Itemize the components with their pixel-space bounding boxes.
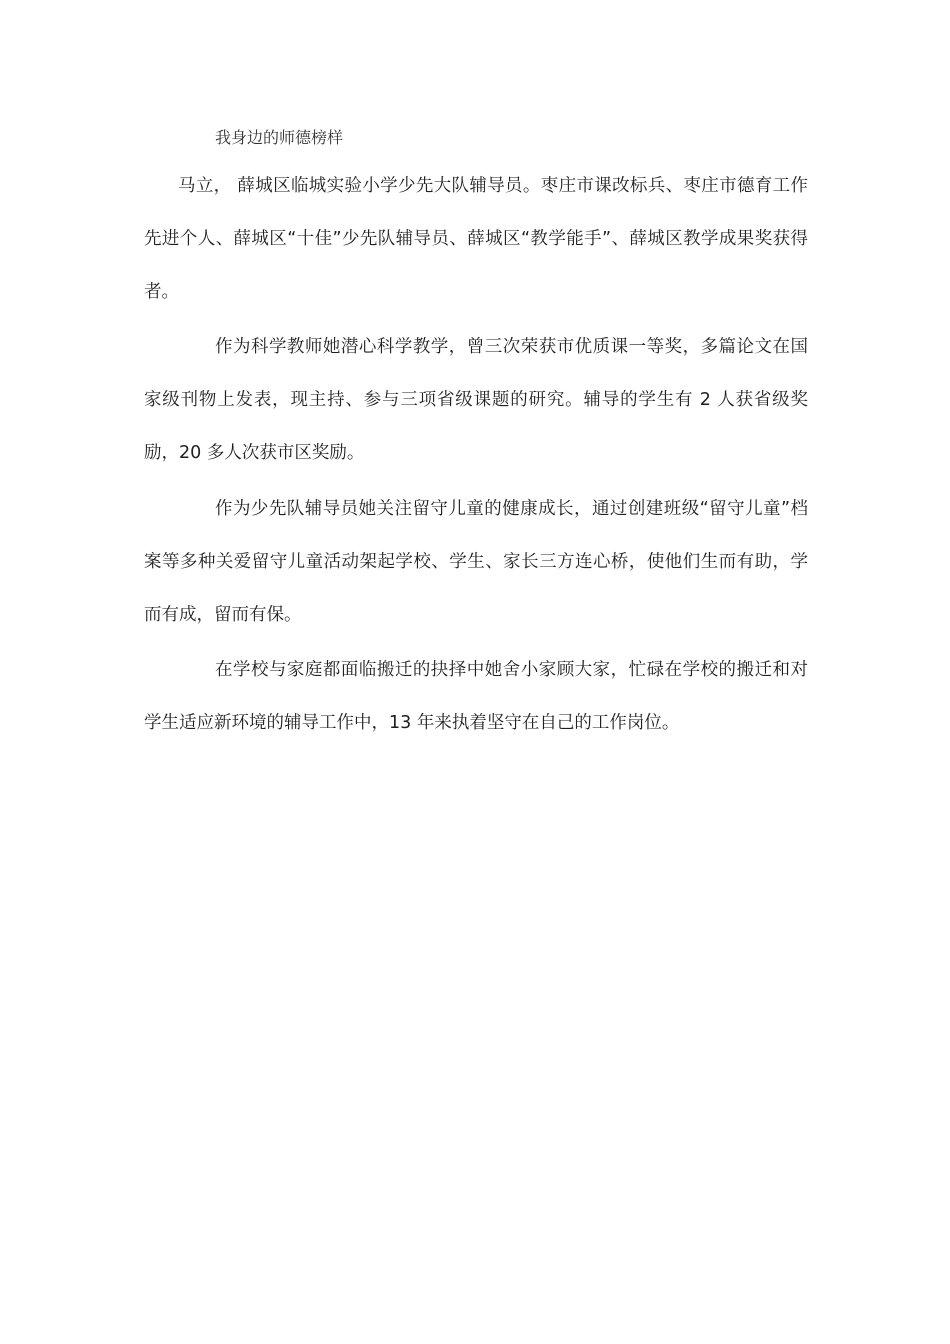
paragraph-relocation: 在学校与家庭都面临搬迁的抉择中她舍小家顾大家，忙碌在学校的搬迁和对学生适应新环境的辅导工作中，13 年来执着坚守在自己的工作岗位。 — [144, 660, 808, 733]
paragraph-intro: 马立， 薛城区临城实验小学少先大队辅导员。枣庄市课改标兵、枣庄市德育工作先进个人、薛城区“十佳”少先队辅导员、薛城区“教学能手”、薛城区教学成果奖获得者。 — [144, 176, 808, 302]
paragraph-counselor: 作为少先队辅导员她关注留守儿童的健康成长，通过创建班级“留守儿童”档案等多种关爱留守儿童活动架起学校、学生、家长三方连心桥，使他们生而有助，学而有成，留而有保。 — [144, 499, 808, 625]
document-title: 我身边的师德榜样 — [215, 128, 344, 147]
paragraph-teaching: 作为科学教师她潜心科学教学，曾三次荣获市优质课一等奖，多篇论文在国家级刊物上发表，现主持、参与三项省级课题的研究。辅导的学生有 2 人获省级奖励，20 多人次获市区奖励。 — [144, 337, 808, 463]
